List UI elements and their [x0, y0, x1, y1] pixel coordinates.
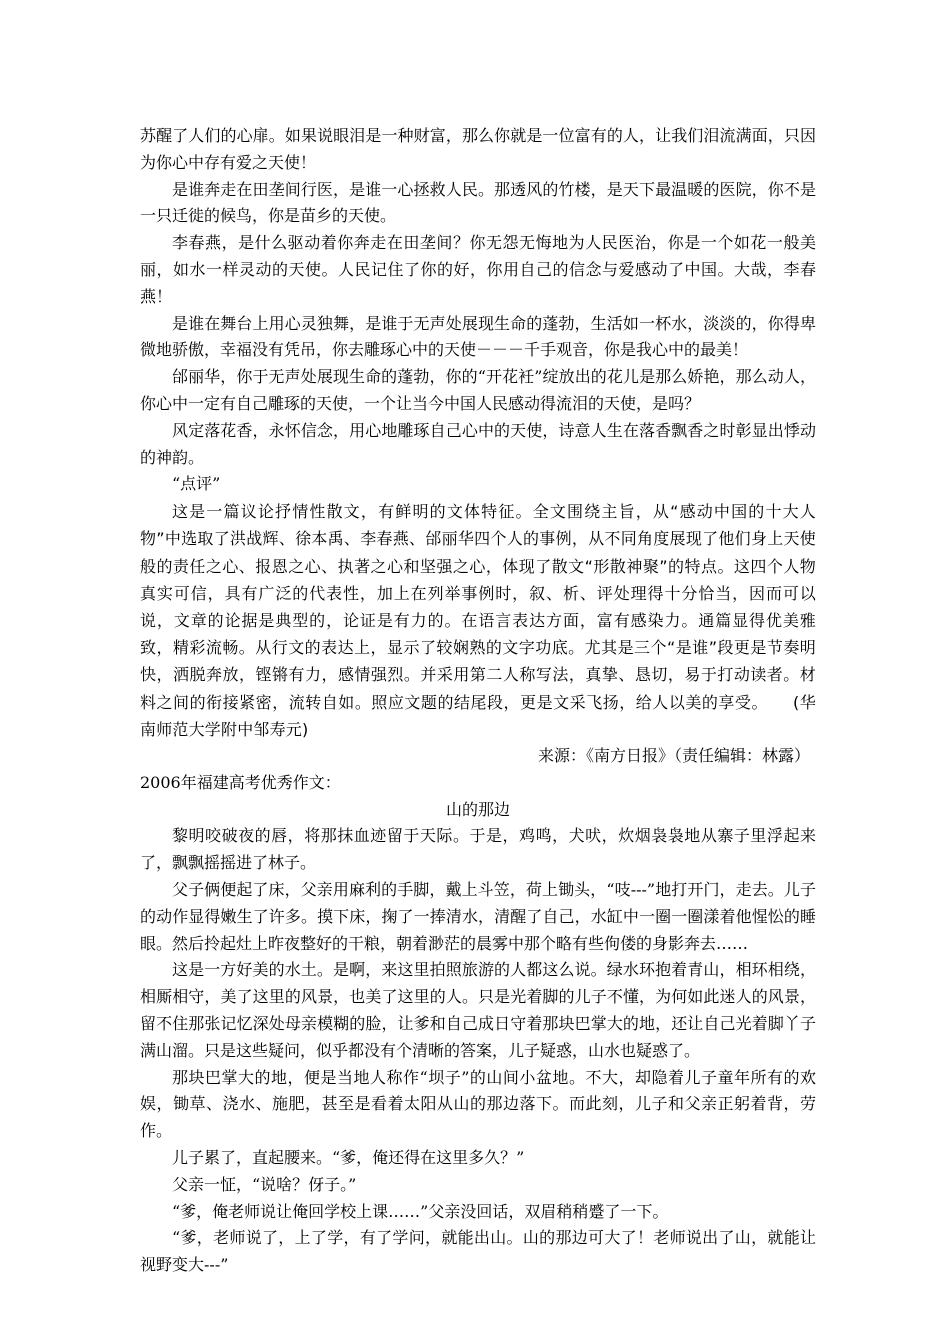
essay-title: 山的那边	[445, 799, 510, 819]
paragraph: 黎明咬破夜的唇，将那抹血迹留于天际。于是，鸡鸣，犬吠，炊烟袅袅地从寨子里浮起来了，飘飘摇摇进了林子。	[140, 826, 816, 873]
source-line: 来源：《南方日报》（责任编辑：林露）	[537, 745, 810, 765]
paragraph: 父子俩便起了床，父亲用麻利的手脚，戴上斗笠，荷上锄头，“吱---”地打开门，走去。儿子的动作显得嫩生了许多。摸下床，掬了一捧清水，清醒了自己，水缸中一圈一圈漾着他惺忪的睡眼。然后拎起灶上昨夜整好的干粮，朝着渺茫的晨雾中那个略有些佝偻的身影奔去……	[140, 879, 816, 953]
paragraph: 苏醒了人们的心扉。如果说眼泪是一种财富，那么你就是一位富有的人，让我们泪流满面，只因为你心中存有爱之天使！	[140, 126, 816, 172]
paragraph: 父亲一怔，“说啥？伢子。”	[172, 1174, 357, 1194]
paragraph: 那块巴掌大的地，便是当地人称作“坝子”的山间小盆地。不大，却隐着儿子童年所有的欢娱，锄草、浇水、施肥，甚至是看着太阳从山的那边落下。而此刻，儿子和父亲正躬着背，劳作。	[140, 1067, 816, 1141]
paragraph: 是谁奔走在田垄间行医，是谁一心拯救人民。那透风的竹楼，是天下最温暖的医院，你不是一只迁徙的候鸟，你是苗乡的天使。	[140, 179, 816, 226]
review-heading: “点评”	[172, 474, 221, 494]
review-text	[140, 498, 816, 743]
page-content	[140, 123, 816, 1279]
paragraph: 邰丽华，你于无声处展现生命的蓬勃，你的“开花衽”绽放出的花儿是那么娇艳，那么动人，你心中一定有自己雕琢的天使，一个让当今中国人民感动得流泪的天使，是吗？	[140, 367, 816, 413]
review-author: (华南师范大学附中邹寿元)	[140, 692, 816, 739]
paragraph: 儿子累了，直起腰来。“爹，俺还得在这里多久？”	[172, 1147, 525, 1167]
paragraph: 风定落花香，永怀信念，用心地雕琢自己心中的天使，诗意人生在落香飘香之时彰显出悸动的神韵。	[140, 420, 816, 467]
review-body: 这是一篇议论抒情性散文，有鲜明的文体特征。全文围绕主旨，从“感动中国的十大人物”中选取了洪战辉、徐本禹、李春燕、邰丽华四个人的事例，从不同角度展现了他们身上天使般的责任之心、报恩之心、执著之心和坚强之心，体现了散文“形散神聚”的特点。这四个人物真实可信，具有广泛的代表性，加上在列举事例时，叙、析、评处理得十分恰当，因而可以说，文章的论据是典型的，论证是有力的。在语言表达方面，富有感染力。通篇显得优美雅致，精彩流畅。从行文的表达上，显示了较娴熟的文字功底。尤其是三个“是谁”段更是节奏明快，洒脱奔放，铿锵有力，感情强烈。并采用第二人称写法，真挚、恳切，易于打动读者。材料之间的衔接紧密，流转自如。照应文题的结尾段，更是文采飞扬，给人以美的享受。	[140, 502, 816, 712]
paragraph: “爹，俺老师说让俺回学校上课……”父亲没回话，双眉稍稍蹙了一下。	[172, 1201, 669, 1221]
paragraph: 是谁在舞台上用心灵独舞，是谁于无声处展现生命的蓬勃，生活如一杯水，淡淡的，你得卑微地骄傲，幸福没有凭吊，你去雕琢心中的天使－－－千手观音，你是我心中的最美！	[140, 313, 816, 360]
paragraph: 这是一方好美的水土。是啊，来这里拍照旅游的人都这么说。绿水环抱着青山，相环相绕，相厮相守，美了这里的风景，也美了这里的人。只是光着脚的儿子不懂，为何如此迷人的风景，留不住那张记忆深处母亲模糊的脸，让爹和自己成日守着那块巴掌大的地，还让自己光着脚丫子满山溜。只是这些疑问，似乎都没有个清晰的答案，儿子疑惑，山水也疑惑了。	[140, 960, 816, 1060]
paragraph: “爹，老师说了，上了学，有了学问，就能出山。山的那边可大了！老师说出了山，就能让视野变大---”	[140, 1228, 816, 1275]
paragraph: 李春燕，是什么驱动着你奔走在田垄间？你无怨无悔地为人民医治，你是一个如花一般美丽，如水一样灵动的天使。人民记住了你的好，你用自己的信念与爱感动了中国。大哉，李春燕！	[140, 233, 816, 306]
section-heading: 2006年福建高考优秀作文：	[140, 772, 341, 792]
